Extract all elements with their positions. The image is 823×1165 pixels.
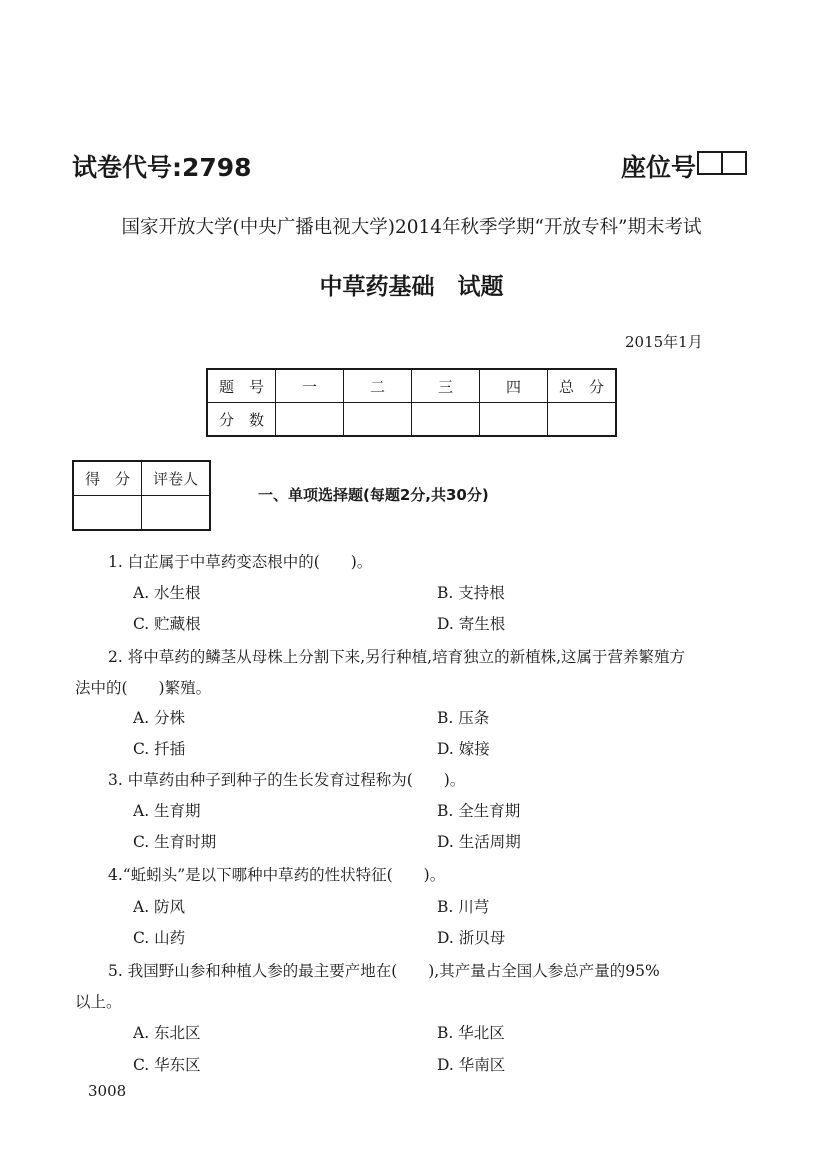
score-table-col-total: 总 分 xyxy=(548,369,617,403)
option: B. 华北区 xyxy=(437,1024,505,1042)
exam-date: 2015年1月 xyxy=(625,333,703,351)
score-cell-4 xyxy=(480,403,548,437)
option: A. 生育期 xyxy=(133,802,201,820)
seat-number-label: 座位号 xyxy=(621,153,697,182)
question-stem-continuation: 以上。 xyxy=(75,993,122,1011)
score-cell-1 xyxy=(276,403,344,437)
question-stem: 5. 我国野山参和种植人参的最主要产地在( ),其产量占全国人参总产量的95% xyxy=(108,962,660,980)
score-table-col-2: 二 xyxy=(344,369,412,403)
option: C. 生育时期 xyxy=(133,833,217,851)
score-cell-2 xyxy=(344,403,412,437)
question-stem: 2. 将中草药的鳞茎从母株上分割下来,另行种植,培育独立的新植株,这属于营养繁殖方 xyxy=(108,648,685,666)
option: D. 寄生根 xyxy=(437,615,506,633)
grader-table-grader-header: 评卷人 xyxy=(142,461,211,496)
option: B. 压条 xyxy=(437,709,490,727)
page-number: 3008 xyxy=(88,1082,127,1100)
option: A. 东北区 xyxy=(133,1024,201,1042)
grader-score-cell xyxy=(73,496,142,531)
grader-name-cell xyxy=(142,496,211,531)
grader-table-score-header: 得 分 xyxy=(73,461,142,496)
option: D. 嫁接 xyxy=(437,740,490,758)
question-stem-continuation: 法中的( )繁殖。 xyxy=(75,679,212,697)
option: D. 生活周期 xyxy=(437,833,521,851)
score-cell-3 xyxy=(412,403,480,437)
option: B. 全生育期 xyxy=(437,802,521,820)
score-table-header-label: 题 号 xyxy=(207,369,276,403)
option: D. 华南区 xyxy=(437,1056,506,1074)
exam-code-label: 试卷代号:2798 xyxy=(72,153,252,182)
university-exam-line: 国家开放大学(中央广播电视大学)2014年秋季学期“开放专科”期末考试 xyxy=(121,217,702,238)
score-cell-total xyxy=(548,403,617,437)
question-stem: 3. 中草药由种子到种子的生长发育过程称为( )。 xyxy=(108,771,466,789)
score-table-col-4: 四 xyxy=(480,369,548,403)
option: C. 贮藏根 xyxy=(133,615,201,633)
option: A. 分株 xyxy=(133,709,186,727)
option: C. 扦插 xyxy=(133,740,186,758)
score-table-row-label: 分 数 xyxy=(207,403,276,437)
question-stem: 4.“蚯蚓头”是以下哪种中草药的性状特征( )。 xyxy=(108,866,446,884)
option: D. 浙贝母 xyxy=(437,929,506,947)
option: A. 水生根 xyxy=(133,584,201,602)
question-stem: 1. 白芷属于中草药变态根中的( )。 xyxy=(108,553,373,571)
section-heading: 一、单项选择题(每题2分,共30分) xyxy=(258,486,489,504)
exam-title: 中草药基础 试题 xyxy=(319,274,504,300)
score-table-col-1: 一 xyxy=(276,369,344,403)
grader-table xyxy=(72,460,211,531)
option: B. 川芎 xyxy=(437,898,490,916)
option: C. 华东区 xyxy=(133,1056,201,1074)
option: C. 山药 xyxy=(133,929,186,947)
seat-number-box[interactable] xyxy=(697,151,747,175)
option: B. 支持根 xyxy=(437,584,505,602)
score-table-col-3: 三 xyxy=(412,369,480,403)
score-summary-table xyxy=(206,368,617,437)
option: A. 防风 xyxy=(133,898,186,916)
